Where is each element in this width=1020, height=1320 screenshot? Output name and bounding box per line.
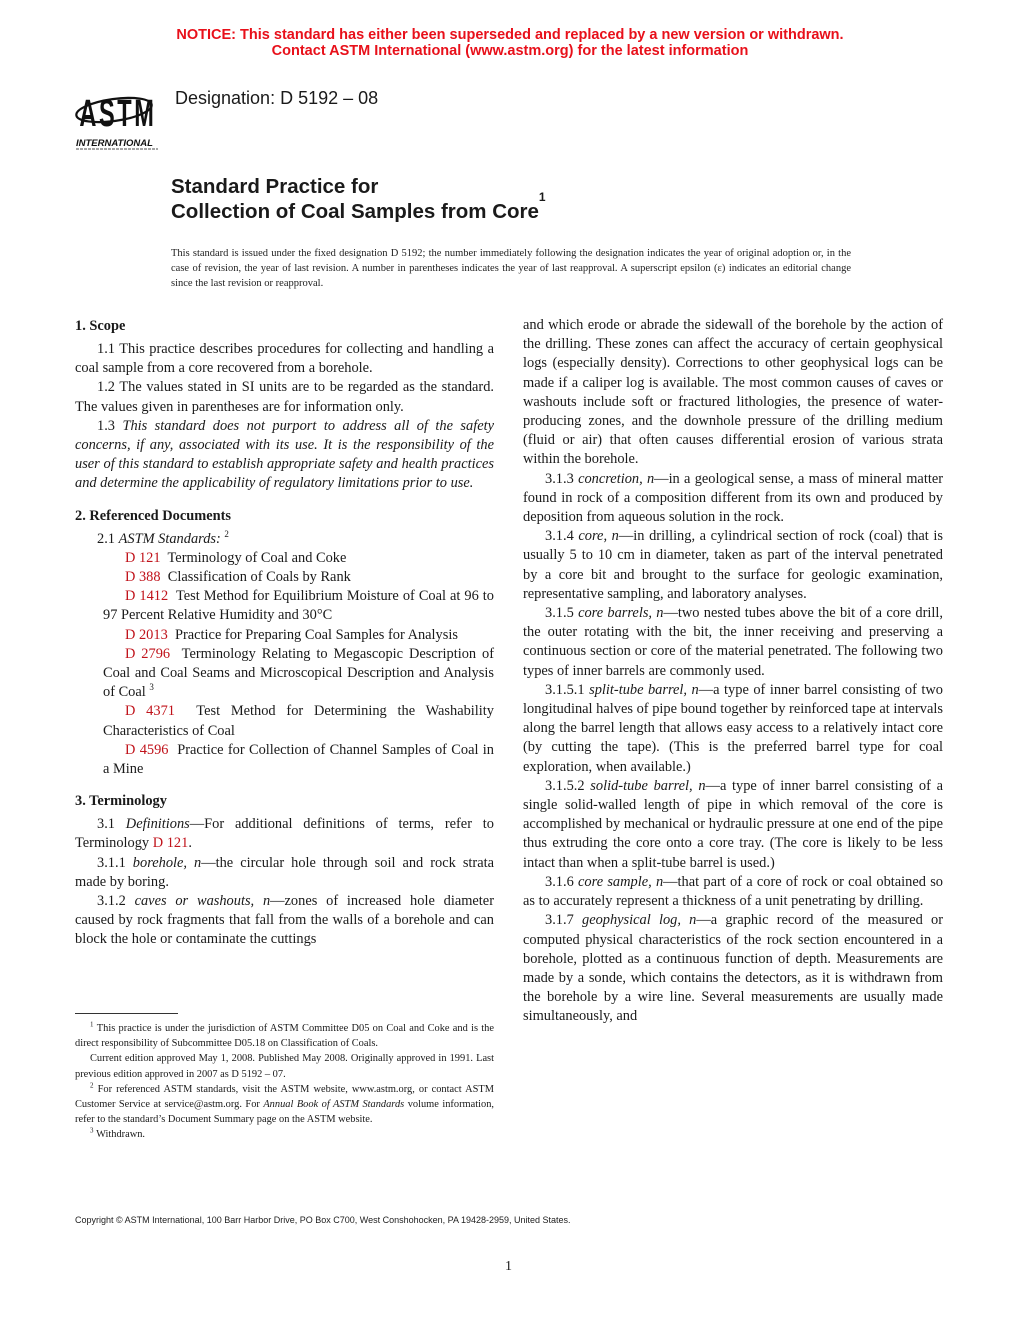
reference-link[interactable]: D 388	[125, 569, 161, 586]
reference-link[interactable]: D 2013	[125, 626, 168, 643]
paragraph-1-2: 1.2 The values stated in SI units are to be regarded as the standard. The values given in parentheses are for information only.	[75, 379, 494, 415]
term-geophysical-log: 3.1.7 geophysical log, n—a graphic record of the measured or computed physical characteristics of the rock section encountered in a borehole, plotted as a continuous function of depth. Measurements are made by a sonde, which contains the detectors, as it is withdrawn from the borehole by a wire line. Several measurements are usually made simultaneously, and	[523, 912, 943, 1025]
footnote-3: $^3$ Withdrawn.	[90, 1126, 146, 1141]
reference-item: D 388 Classification of Coals by Rank	[125, 569, 351, 586]
reference-item: D 4371 Test Method for Determining the Washability Characteristics of Coal	[103, 703, 494, 739]
paragraph-1-1: 1.1 This practice describes procedures for collecting and handling a coal sample from a core recovered from a borehole.	[75, 341, 494, 377]
reference-list	[75, 549, 494, 779]
right-column	[523, 316, 943, 1027]
paragraph-3-1: 3.1 Definitions—For additional definitions of terms, refer to Terminology D 121.	[75, 816, 494, 852]
reference-item: D 2013 Practice for Preparing Coal Samples for Analysis	[125, 626, 458, 643]
footnote-2: $^2$ For referenced ASTM standards, visit the ASTM website, www.astm.org, or contact ASTM Customer Service at service@astm.org. For Annual Book of ASTM Standards volume information, refer to the standard’s Document Summary page on the ASTM website.	[75, 1081, 494, 1126]
edition-note: Current edition approved May 1, 2008. Published May 2008. Originally approved in 1991. Last previous edition approved in 2007 as D 5192 – 07.	[75, 1053, 494, 1080]
paragraph-2-1: 2.1 ASTM Standards: $^2$	[97, 528, 229, 547]
title-line-2: Collection of Coal Samples from Core$^1$	[171, 190, 546, 223]
footnotes	[75, 1021, 494, 1143]
section-heading-scope: 1. Scope	[75, 318, 126, 334]
notice-line-2: Contact ASTM International (www.astm.org) for the latest information	[271, 43, 749, 59]
reference-item: D 4596 Practice for Collection of Channel Samples of Coal in a Mine	[103, 741, 494, 778]
designation: Designation: D 5192 – 08	[175, 88, 379, 108]
svg-text:ASTM: ASTM	[79, 91, 154, 135]
title-line-1: Standard Practice for	[171, 175, 379, 198]
term-core: 3.1.4 core, n—in drilling, a cylindrical section of rock (coal) that is usually 5 to 10 cm in diameter, taken as part of the interval penetrated by a core bit and brought to the surface for geologic examination, representative sampling, and laboratory analyses.	[523, 528, 943, 602]
reference-item: D 1412 Test Method for Equilibrium Moisture of Coal at 96 to 97 Percent Relative Humidity and 30°C	[103, 588, 494, 624]
page-title	[171, 174, 546, 224]
astm-logo-icon	[72, 78, 164, 150]
reference-link[interactable]: D 4596	[125, 741, 169, 758]
page-number: 1	[505, 1259, 512, 1274]
svg-text:INTERNATIONAL: INTERNATIONAL	[76, 138, 153, 149]
left-column	[75, 316, 494, 950]
reference-link[interactable]: D 1412	[125, 588, 169, 605]
reference-link[interactable]: D 121	[125, 549, 161, 566]
copyright-notice: Copyright © ASTM International, 100 Barr Harbor Drive, PO Box C700, West Conshohocken, PA 19428-2959, United States.	[75, 1215, 571, 1225]
paragraph-1-3: 1.3 This standard does not purport to address all of the safety concerns, if any, associated with its use. It is the responsibility of the user of this standard to establish appropriate safety and health practices and determine the applicability of regulatory limitations prior to use.	[75, 417, 494, 492]
term-split-tube-barrel: 3.1.5.1 split-tube barrel, n—a type of inner barrel consisting of two longitudinal halves of pipe bound together by reinforced tape at intervals along the barrel length that allows easy access to a relatively intact core (by cutting the tape). (This is the preferred barrel type for coal exploration, when available.)	[523, 681, 943, 775]
term-core-barrels: 3.1.5 core barrels, n—two nested tubes above the bit of a core drill, the outer rotating with the bit, the inner receiving and preserving a continuous section or core of the material penetrated. The following two types of inner barrels are commonly used.	[523, 605, 943, 679]
issued-note: This standard is issued under the fixed designation D 5192; the number immediately following the designation indicates the year of original adoption or, in the case of revision, the year of last revision. A number in parentheses indicates the year of last reapproval. A superscript epsilon (ε) indicates an editorial change since the last revision or reapproval.	[171, 248, 851, 289]
superseded-notice	[0, 27, 1020, 59]
term-concretion: 3.1.3 concretion, n—in a geological sense, a mass of mineral matter found in rock of a composition different from its own and produced by deposition from aqueous solution in the rock.	[523, 470, 943, 526]
section-heading-referenced-documents: 2. Referenced Documents	[75, 507, 231, 524]
footnote-1: $^1$ This practice is under the jurisdiction of ASTM Committee D05 on Coal and Coke and is the direct responsibility of Subcommittee D05.18 on Classification of Coals.	[75, 1020, 494, 1050]
reference-item: D 121 Terminology of Coal and Coke	[125, 549, 347, 566]
footnote-marker[interactable]: 1	[538, 190, 546, 204]
term-caves-continuation: and which erode or abrade the sidewall of the borehole by the action of the drilling. These zones can affect the accuracy of certain geophysical logs (especially density). Corrections to other geophysical logs can be made if a caliper log is available. The most common causes of caves or washouts include soft or fractured lithologies, the presence of water-producing zones, and the downhole pressure of the drilling medium (fluid or air) that often causes differential erosion of various strata within the borehole.	[523, 317, 943, 468]
term-caves-or-washouts: 3.1.2 caves or washouts, n—zones of increased hole diameter caused by rock fragments that fall from the walls of a borehole and can block the hole or contaminate the cuttings	[75, 893, 494, 948]
notice-line-1: NOTICE: This standard has either been superseded and replaced by a new version or withdrawn.	[176, 27, 844, 43]
footnote-divider	[75, 1013, 178, 1014]
term-core-sample: 3.1.6 core sample, n—that part of a core of rock or coal obtained so as to accurately represent a thickness of a unit penetrating by drilling.	[523, 873, 943, 910]
section-heading-terminology: 3. Terminology	[75, 793, 167, 810]
reference-link[interactable]: D 121	[152, 835, 189, 852]
term-borehole: 3.1.1 borehole, n—the circular hole through soil and rock strata made by boring.	[75, 854, 494, 890]
reference-item: D 2796 Terminology Relating to Megascopic Description of Coal and Coal Seams and Microscopical Description and Analysis of Coal $^3$	[103, 645, 494, 701]
reference-link[interactable]: D 4371	[125, 703, 175, 720]
reference-link[interactable]: D 2796	[125, 645, 171, 662]
term-solid-tube-barrel: 3.1.5.2 solid-tube barrel, n—a type of inner barrel consisting of a single solid-walled length of pipe in which removal of the core is accomplished by mechanical or hydraulic pressure at one end of the pipe thus extruding the core onto a core tray. (The core is likely to be less intact than when a split-tube barrel is used.)	[523, 777, 943, 871]
